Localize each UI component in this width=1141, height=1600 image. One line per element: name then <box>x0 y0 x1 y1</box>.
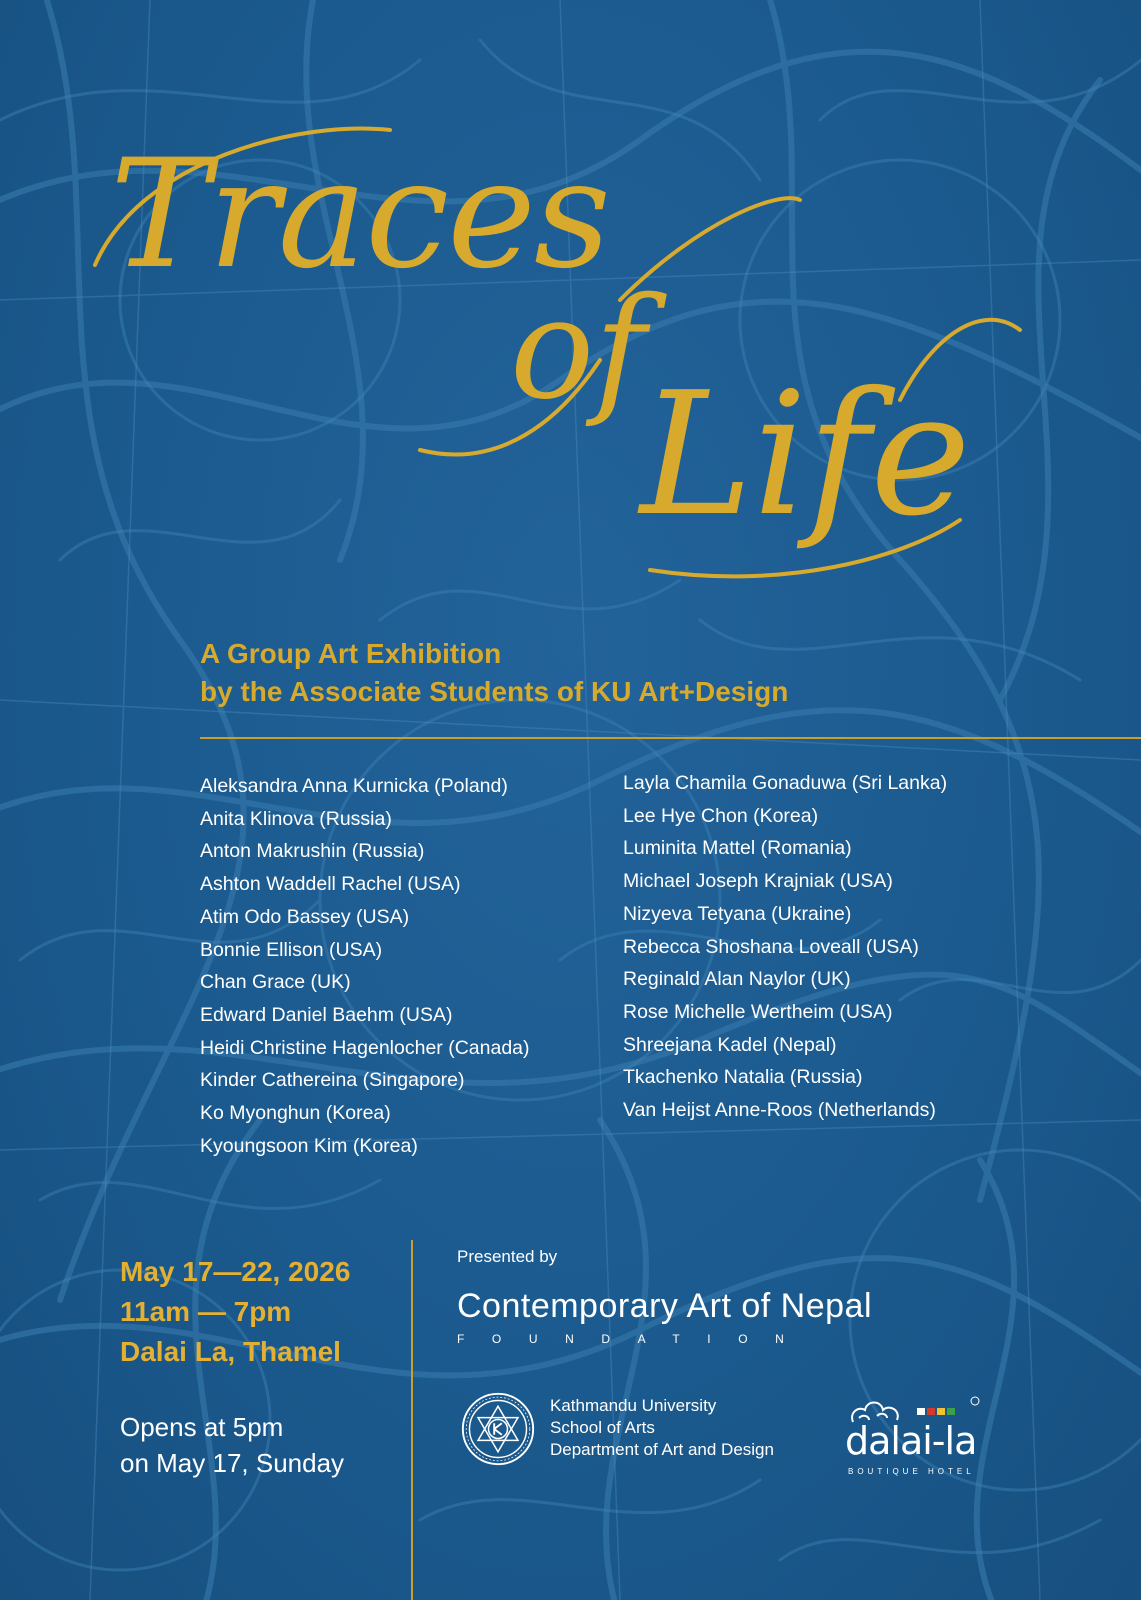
artist-list-right <box>623 767 947 1127</box>
artist-item: Luminita Mattel (Romania) <box>623 837 852 860</box>
artist-item: Atim Odo Bassey (USA) <box>200 905 410 928</box>
exhibition-subtitle-line-2: by the Associate Students of KU Art+Design <box>200 676 789 707</box>
artist-item: Kinder Cathereina (Singapore) <box>200 1069 465 1092</box>
ku-name: Kathmandu University <box>550 1396 717 1415</box>
event-dates: May 17—22, 2026 <box>120 1256 351 1287</box>
dalai-la-wordmark: dalai-la <box>845 1419 977 1463</box>
presented-by-label: Presented by <box>457 1247 558 1266</box>
foundation-subtitle: FOUNDATION <box>457 1332 812 1346</box>
artist-item: Layla Chamila Gonaduwa (Sri Lanka) <box>623 772 948 794</box>
event-hours: 11am — 7pm <box>120 1296 292 1327</box>
exhibition-subtitle-line-1: A Group Art Exhibition <box>200 638 502 669</box>
title-life: Life <box>640 356 971 554</box>
artist-item: Anton Makrushin (Russia) <box>200 840 425 863</box>
ku-department: Department of Art and Design <box>550 1440 774 1459</box>
artist-list-left <box>200 770 530 1162</box>
artist-item: Chan Grace (UK) <box>200 971 351 994</box>
gold-vertical-divider <box>411 1240 413 1600</box>
title-of: of <box>510 268 647 431</box>
event-venue: Dalai La, Thamel <box>120 1336 341 1367</box>
artist-item: Michael Joseph Krajniak (USA) <box>623 870 893 893</box>
kathmandu-university-seal-icon <box>460 1391 536 1467</box>
artist-item: Reginald Alan Naylor (UK) <box>623 968 851 991</box>
artist-item: Rose Michelle Wertheim (USA) <box>623 1000 893 1023</box>
ku-school: School of Arts <box>550 1418 655 1437</box>
artist-item: Van Heijst Anne-Roos (Netherlands) <box>623 1099 936 1122</box>
dalai-la-tagline: BOUTIQUE HOTEL <box>848 1467 975 1476</box>
artist-item: Bonnie Ellison (USA) <box>200 938 383 961</box>
artist-item: Kyoungsoon Kim (Korea) <box>200 1134 418 1157</box>
artist-item: Nizyeva Tetyana (Ukraine) <box>623 902 852 925</box>
artist-item: Ashton Waddell Rachel (USA) <box>200 873 461 896</box>
artist-item: Edward Daniel Baehm (USA) <box>200 1003 453 1026</box>
foundation-name: Contemporary Art of Nepal <box>457 1287 873 1325</box>
opening-date: on May 17, Sunday <box>120 1448 345 1478</box>
artist-item: Shreejana Kadel (Nepal) <box>623 1033 837 1056</box>
artist-item: Rebecca Shoshana Loveall (USA) <box>623 935 919 958</box>
opening-time: Opens at 5pm <box>120 1412 284 1442</box>
artist-item: Lee Hye Chon (Korea) <box>623 804 819 827</box>
title-traces: Traces <box>110 128 609 302</box>
gold-divider <box>200 737 1141 739</box>
artist-item: Aleksandra Anna Kurnicka (Poland) <box>200 775 508 797</box>
artist-item: Anita Klinova (Russia) <box>200 807 392 830</box>
artist-item: Heidi Christine Hagenlocher (Canada) <box>200 1036 530 1059</box>
artist-item: Tkachenko Natalia (Russia) <box>623 1066 863 1089</box>
artist-item: Ko Myonghun (Korea) <box>200 1102 391 1125</box>
